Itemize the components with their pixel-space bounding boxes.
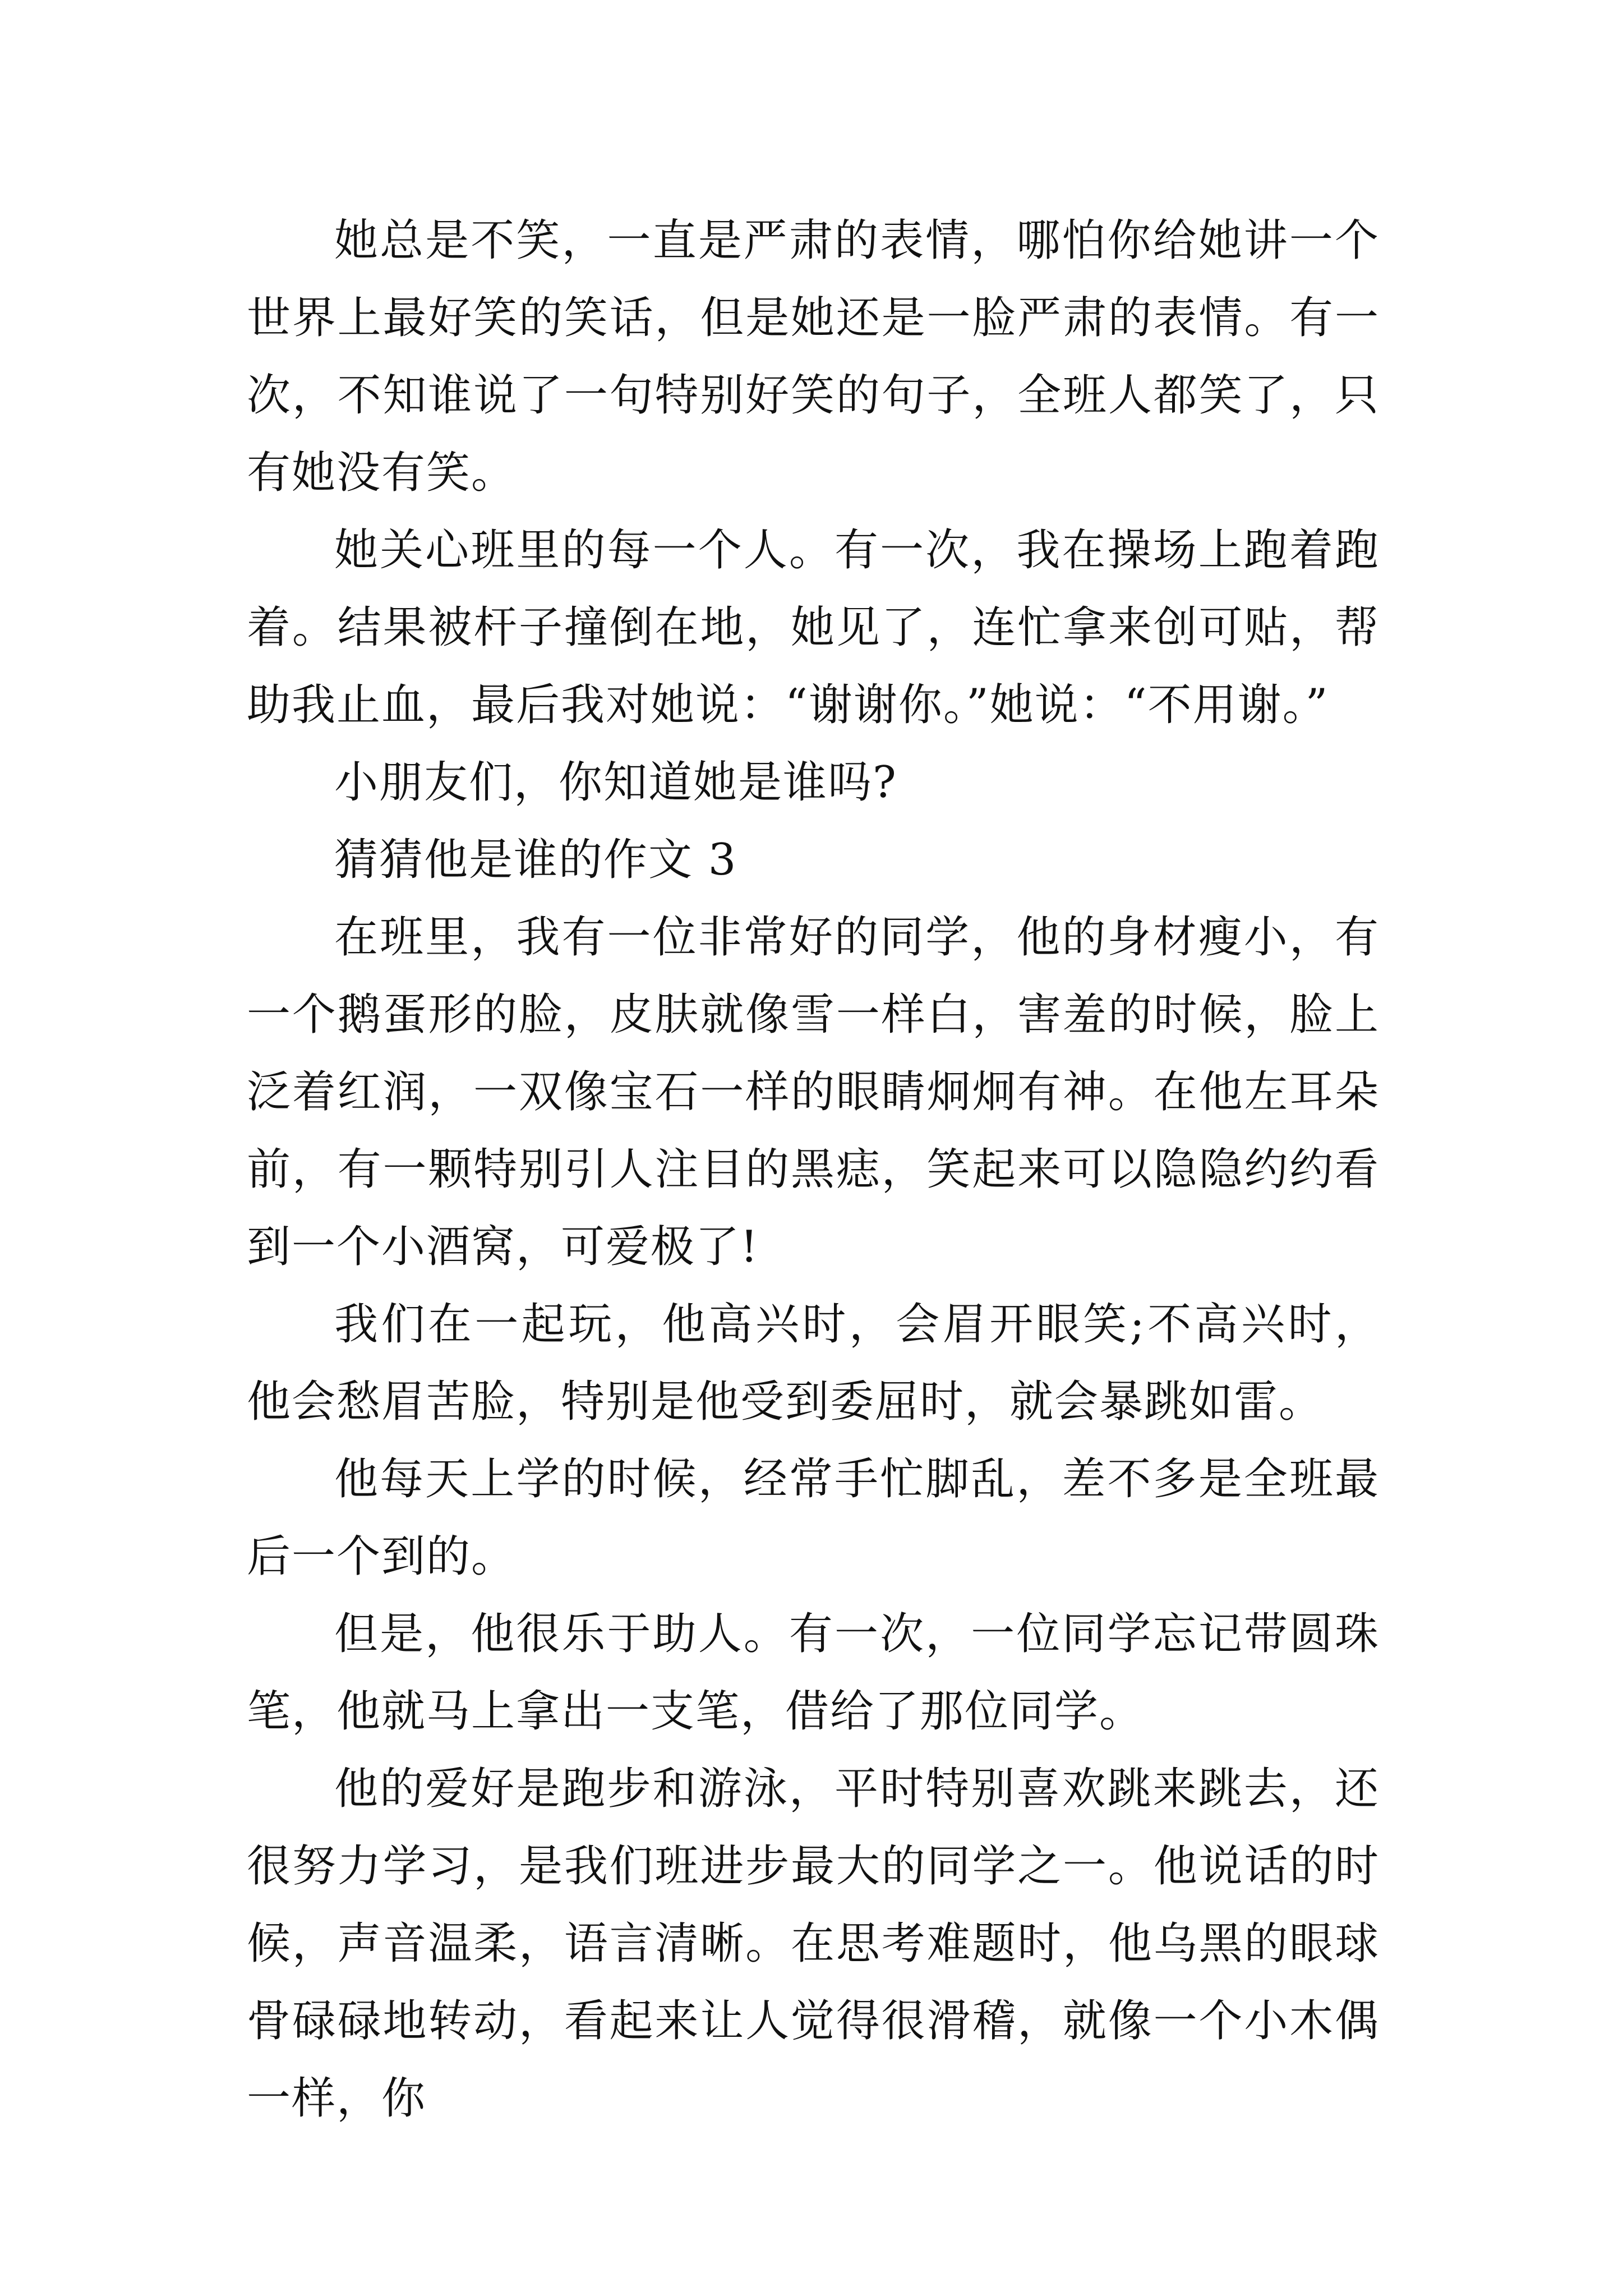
section-heading: 猜猜他是谁的作文 3 [334, 835, 737, 885]
paragraph: 他每天上学的时候，经常手忙脚乱，差不多是全班最后一个到的。 [247, 1454, 1380, 1582]
paragraph: 她关心班里的每一个人。有一次，我在操场上跑着跑着。结果被杆子撞倒在地，她见了，连忙拿来创可贴，帮助我止血，最后我对她说：“谢谢你。”她说：“不用谢。” [247, 525, 1380, 730]
paragraph: 我们在一起玩，他高兴时，会眉开眼笑;不高兴时，他会愁眉苦脸，特别是他受到委屈时，就会暴跳如雷。 [247, 1299, 1380, 1427]
paragraph: 但是，他很乐于助人。有一次，一位同学忘记带圆珠笔，他就马上拿出一支笔，借给了那位同学。 [247, 1609, 1380, 1737]
document-body [247, 202, 1380, 2137]
paragraph: 小朋友们，你知道她是谁吗? [334, 757, 897, 808]
paragraph: 在班里，我有一位非常好的同学，他的身材瘦小，有一个鹅蛋形的脸，皮肤就像雪一样白，害羞的时候，脸上泛着红润，一双像宝石一样的眼睛炯炯有神。在他左耳朵前，有一颗特别引人注目的黑痣，笑起来可以隐隐约约看到一个小酒窝，可爱极了! [247, 912, 1380, 1272]
paragraph: 她总是不笑，一直是严肃的表情，哪怕你给她讲一个世界上最好笑的笑话，但是她还是一脸严肃的表情。有一次，不知谁说了一句特别好笑的句子，全班人都笑了，只有她没有笑。 [247, 215, 1380, 498]
paragraph: 他的爱好是跑步和游泳，平时特别喜欢跳来跳去，还很努力学习，是我们班进步最大的同学之一。他说话的时候，声音温柔，语言清晰。在思考难题时，他乌黑的眼球骨碌碌地转动，看起来让人觉得很滑稽，就像一个小木偶一样，你 [247, 1764, 1380, 2124]
